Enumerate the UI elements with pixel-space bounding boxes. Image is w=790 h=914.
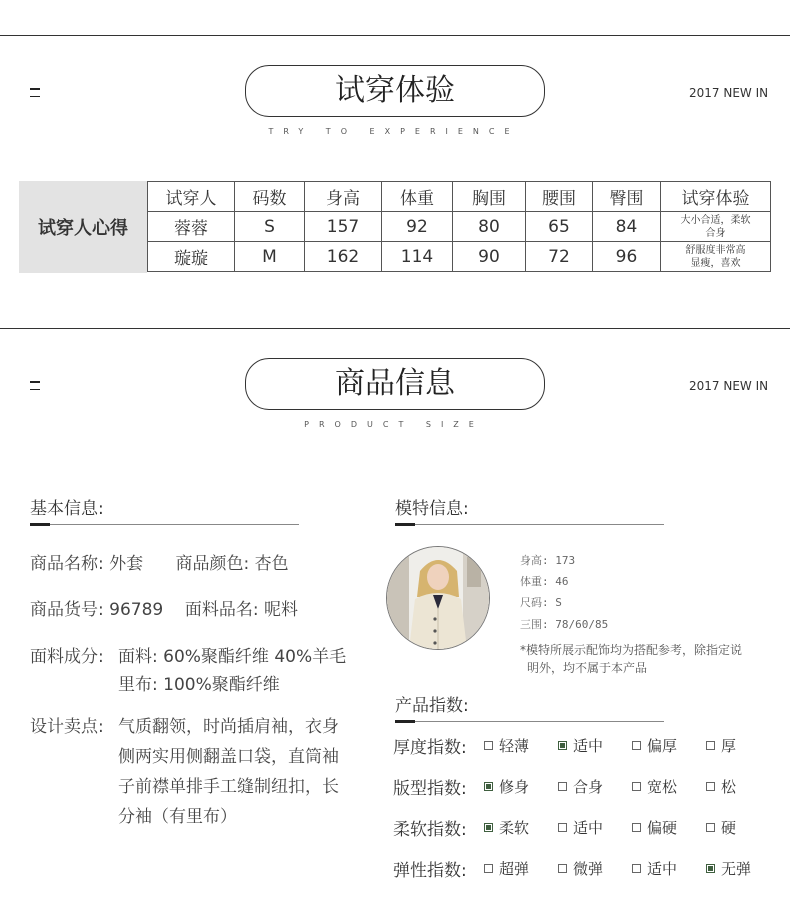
unchecked-box-icon[interactable] — [706, 782, 715, 791]
section-subtitle-product: PRODUCT SIZE — [304, 420, 484, 429]
model-measurements: 三围: 78/60/85 — [520, 618, 609, 631]
unchecked-box-icon[interactable] — [484, 741, 493, 750]
table-header-cell: 臀围 — [593, 182, 661, 212]
table-cell: 72 — [526, 242, 593, 272]
model-size: 尺码: S — [520, 596, 562, 609]
index-option[interactable] — [632, 735, 677, 756]
index-option[interactable] — [558, 817, 603, 838]
index-option-label: 无弹 — [721, 860, 752, 878]
table-header-cell: 试穿人 — [148, 182, 235, 212]
new-in-tag: 2017 NEW IN — [689, 86, 769, 100]
table-header-cell: 胸围 — [453, 182, 526, 212]
table-cell: M — [235, 242, 305, 272]
table-cell: 璇璇 — [148, 242, 235, 272]
table-row — [148, 242, 771, 272]
index-option[interactable] — [558, 776, 603, 797]
design-text: 侧两实用侧翻盖口袋，直筒袖 — [118, 747, 339, 767]
trial-table — [147, 181, 771, 272]
checked-box-icon[interactable] — [484, 782, 493, 791]
index-option-label: 适中 — [647, 860, 678, 878]
unchecked-box-icon[interactable] — [632, 782, 641, 791]
checked-box-icon[interactable] — [706, 864, 715, 873]
section-title-product: 商品信息 — [245, 358, 545, 410]
unchecked-box-icon[interactable] — [558, 864, 567, 873]
table-cell: 90 — [453, 242, 526, 272]
divider-top — [0, 35, 790, 36]
table-header-cell: 身高 — [305, 182, 382, 212]
unchecked-box-icon[interactable] — [632, 864, 641, 873]
index-label: 厚度指数: — [393, 738, 467, 758]
table-cell: 96 — [593, 242, 661, 272]
new-in-tag: 2017 NEW IN — [689, 379, 769, 393]
index-option-label: 修身 — [499, 778, 530, 796]
index-option[interactable] — [484, 735, 529, 756]
menu-mark-icon — [30, 381, 40, 396]
index-option[interactable] — [632, 817, 677, 838]
index-option[interactable] — [632, 776, 677, 797]
checked-box-icon[interactable] — [558, 741, 567, 750]
divider-middle — [0, 328, 790, 329]
fabric-composition: 面料: 60%聚酯纤维 40%羊毛 — [118, 647, 347, 667]
menu-mark-icon — [30, 88, 40, 103]
table-cell: 80 — [453, 212, 526, 242]
index-label: 柔软指数: — [393, 820, 467, 840]
index-option-label: 偏厚 — [647, 737, 678, 755]
model-note: 明外，均不属于本产品 — [527, 661, 648, 675]
basic-info-heading: 基本信息: — [30, 499, 104, 519]
index-option-label: 硬 — [721, 819, 737, 837]
table-cell: 65 — [526, 212, 593, 242]
checked-box-icon[interactable] — [484, 823, 493, 832]
design-text: 气质翻领，时尚插肩袖，衣身 — [118, 717, 339, 737]
index-label: 版型指数: — [393, 779, 467, 799]
table-cell: 92 — [382, 212, 453, 242]
experience-line: 显瘦，喜欢 — [690, 257, 741, 269]
product-index-heading: 产品指数: — [395, 696, 469, 716]
table-cell: 157 — [305, 212, 382, 242]
index-option-label: 适中 — [573, 819, 604, 837]
index-option[interactable] — [632, 858, 677, 879]
index-option-label: 超弹 — [499, 860, 530, 878]
section-subtitle-trial: TRY TO EXPERIENCE — [268, 127, 520, 136]
model-photo — [386, 546, 490, 650]
unchecked-box-icon[interactable] — [558, 782, 567, 791]
table-header-cell: 体重 — [382, 182, 453, 212]
index-option[interactable] — [558, 735, 603, 756]
section-title-trial: 试穿体验 — [245, 65, 545, 117]
index-option-label: 轻薄 — [499, 737, 530, 755]
index-option-label: 微弹 — [573, 860, 604, 878]
table-row — [148, 212, 771, 242]
table-header-row — [148, 182, 771, 212]
design-label: 设计卖点: — [30, 717, 104, 737]
table-cell: 162 — [305, 242, 382, 272]
table-header-cell: 腰围 — [526, 182, 593, 212]
index-option-label: 柔软 — [499, 819, 530, 837]
index-label: 弹性指数: — [393, 861, 467, 881]
design-text: 分袖（有里布） — [118, 807, 237, 827]
experience-line: 合身 — [705, 227, 726, 239]
table-cell-experience — [661, 242, 771, 272]
table-cell: 蓉蓉 — [148, 212, 235, 242]
table-cell: S — [235, 212, 305, 242]
model-info-heading: 模特信息: — [395, 499, 469, 519]
table-cell: 84 — [593, 212, 661, 242]
table-header-cell: 试穿体验 — [661, 182, 771, 212]
lining-composition: 里布: 100%聚酯纤维 — [118, 675, 280, 695]
index-option[interactable] — [706, 735, 736, 756]
index-option-label: 厚 — [721, 737, 737, 755]
index-option-label: 偏硬 — [647, 819, 678, 837]
product-index-underline — [395, 721, 664, 722]
fabric-label: 面料成分: — [30, 647, 104, 667]
index-option[interactable] — [706, 817, 736, 838]
experience-line: 大小合适，柔软 — [680, 214, 751, 226]
unchecked-box-icon[interactable] — [632, 823, 641, 832]
table-cell: 114 — [382, 242, 453, 272]
model-height: 身高: 173 — [520, 554, 576, 567]
index-option[interactable] — [484, 776, 529, 797]
index-option-label: 合身 — [573, 778, 604, 796]
table-header-cell: 码数 — [235, 182, 305, 212]
design-text: 子前襟单排手工缝制纽扣，长 — [118, 777, 339, 797]
index-option[interactable] — [706, 858, 751, 879]
index-option[interactable] — [558, 858, 603, 879]
unchecked-box-icon[interactable] — [632, 741, 641, 750]
index-option[interactable] — [484, 858, 529, 879]
unchecked-box-icon[interactable] — [558, 823, 567, 832]
unchecked-box-icon[interactable] — [706, 741, 715, 750]
product-name-color: 商品名称: 外套 商品颜色: 杏色 — [30, 554, 289, 574]
index-option[interactable] — [706, 776, 736, 797]
basic-info-underline — [30, 524, 299, 525]
model-info-underline — [395, 524, 664, 525]
table-cell-experience — [661, 212, 771, 242]
product-sku-fabric: 商品货号: 96789 面料品名: 呢料 — [30, 600, 298, 620]
index-option-label: 松 — [721, 778, 737, 796]
index-option-label: 宽松 — [647, 778, 678, 796]
trial-row-label: 试穿人心得 — [19, 181, 147, 273]
model-photo-illustration — [387, 547, 489, 649]
unchecked-box-icon[interactable] — [484, 864, 493, 873]
model-weight: 体重: 46 — [520, 575, 569, 588]
index-option[interactable] — [484, 817, 529, 838]
unchecked-box-icon[interactable] — [706, 823, 715, 832]
experience-line: 舒服度非常高 — [685, 244, 746, 256]
index-option-label: 适中 — [573, 737, 604, 755]
model-note: *模特所展示配饰均为搭配参考，除指定说 — [520, 643, 743, 657]
